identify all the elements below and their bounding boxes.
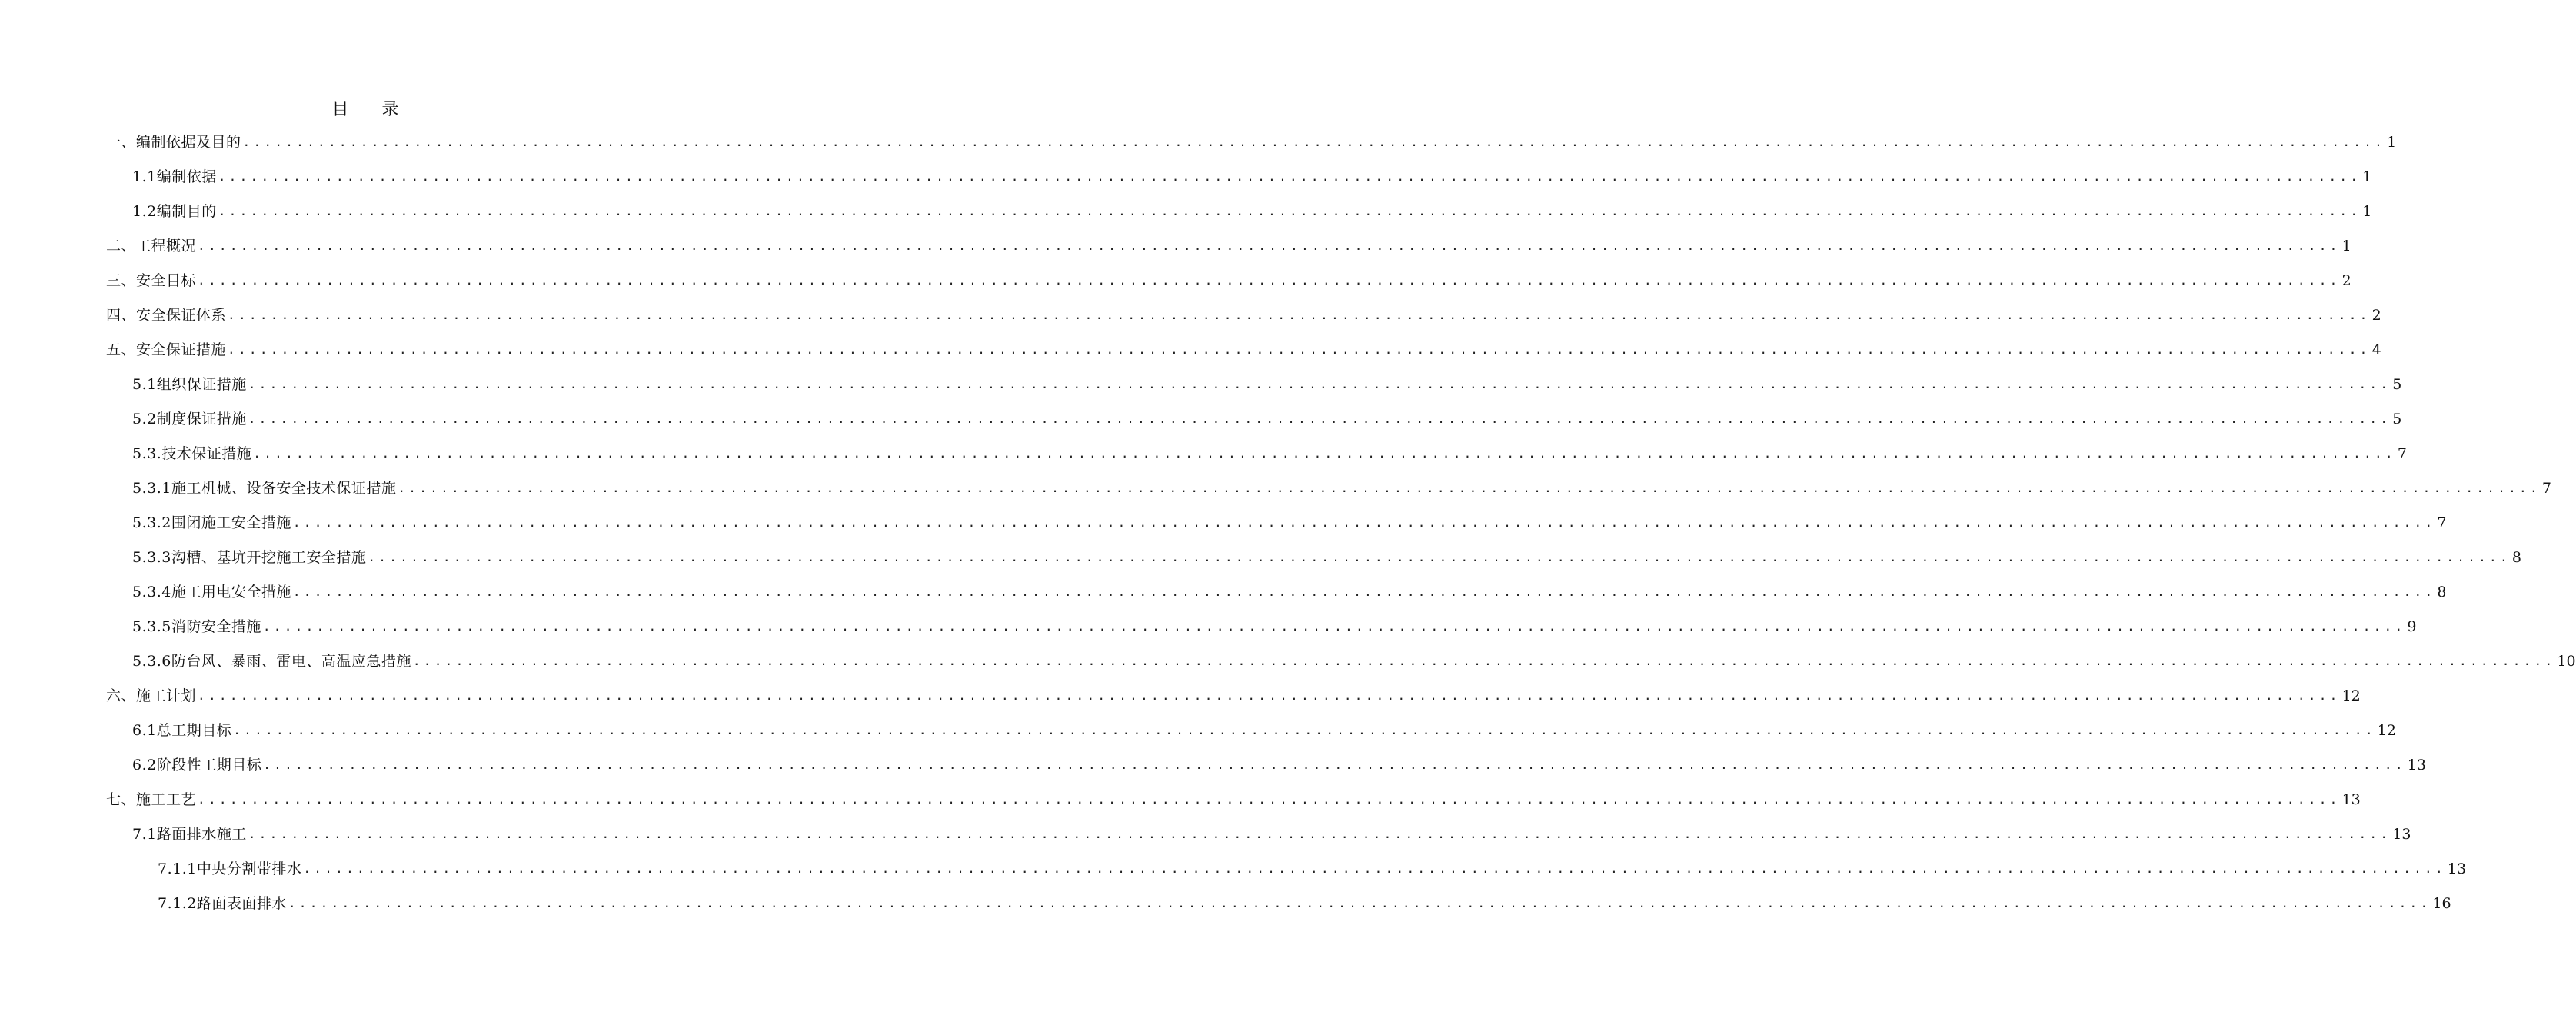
toc-entry[interactable] xyxy=(106,228,2351,263)
toc-entry-page-number: 1 xyxy=(2341,237,2351,255)
toc-entry[interactable] xyxy=(132,401,2402,436)
toc-entry[interactable] xyxy=(132,747,2426,782)
toc-entry-page-number: 13 xyxy=(2341,790,2361,808)
toc-entry-label: 5.3.技术保证措施 xyxy=(132,444,252,462)
toc-entry-label: 四、安全保证体系 xyxy=(106,306,227,324)
toc-dot-leader: ........................................................................................................................................................................................................ xyxy=(368,549,2511,564)
toc-entry-label: 5.3.5消防安全措施 xyxy=(132,617,261,635)
toc-entry-label: 二、工程概况 xyxy=(106,237,197,255)
toc-entry-label: 7.1路面排水施工 xyxy=(132,825,247,843)
toc-entry[interactable] xyxy=(132,194,2372,228)
toc-entry-page-number: 9 xyxy=(2407,617,2417,635)
toc-dot-leader: ........................................................................................................................................................................................................ xyxy=(253,445,2396,461)
toc-dot-leader: ........................................................................................................................................................................................................ xyxy=(228,307,2371,322)
toc-entry[interactable] xyxy=(132,713,2396,747)
toc-entry-label: 1.1编制依据 xyxy=(132,168,217,185)
toc-dot-leader: ........................................................................................................................................................................................................ xyxy=(262,618,2406,634)
toc-dot-leader: ........................................................................................................................................................................................................ xyxy=(412,653,2556,668)
toc-dot-leader: ........................................................................................................................................................................................................ xyxy=(263,757,2406,772)
toc-entry-page-number: 12 xyxy=(2377,721,2396,739)
toc-dot-leader: ........................................................................................................................................................................................................ xyxy=(218,168,2361,184)
toc-entry-page-number: 13 xyxy=(2392,825,2411,843)
toc-entry[interactable] xyxy=(106,678,2361,713)
toc-dot-leader: ........................................................................................................................................................................................................ xyxy=(198,238,2341,253)
toc-entry-label: 5.3.3沟槽、基坑开挖施工安全措施 xyxy=(132,548,367,566)
toc-dot-leader: ........................................................................................................................................................................................................ xyxy=(248,411,2391,426)
toc-entry-page-number: 1 xyxy=(2362,202,2372,220)
toc-entry[interactable] xyxy=(106,125,2397,159)
toc-entry-label: 5.1组织保证措施 xyxy=(132,375,247,393)
toc-entry-label: 一、编制依据及目的 xyxy=(106,133,241,151)
toc-dot-leader: ........................................................................................................................................................................................................ xyxy=(198,687,2341,703)
toc-entry-page-number: 16 xyxy=(2432,894,2451,912)
toc-entry[interactable] xyxy=(132,436,2407,471)
toc-dot-leader: ........................................................................................................................................................................................................ xyxy=(198,272,2341,288)
toc-dot-leader: ........................................................................................................................................................................................................ xyxy=(303,860,2446,876)
toc-entry-label: 6.2阶段性工期目标 xyxy=(132,756,262,774)
toc-entry[interactable] xyxy=(132,817,2411,851)
toc-entry[interactable] xyxy=(132,471,2552,505)
toc-entry-page-number: 13 xyxy=(2447,860,2467,877)
toc-entry-label: 五、安全保证措施 xyxy=(106,341,227,358)
toc-dot-leader: ........................................................................................................................................................................................................ xyxy=(198,791,2341,807)
toc-dot-leader: ........................................................................................................................................................................................................ xyxy=(228,341,2371,357)
toc-entry[interactable] xyxy=(158,886,2451,920)
toc-entry-page-number: 7 xyxy=(2397,444,2407,462)
toc-entry[interactable] xyxy=(132,505,2447,540)
toc-entry-page-number: 1 xyxy=(2387,133,2397,151)
toc-entry-page-number: 7 xyxy=(2437,514,2447,531)
toc-entry-page-number: 5 xyxy=(2392,410,2402,428)
toc-entry-page-number: 4 xyxy=(2371,341,2381,358)
toc-dot-leader: ........................................................................................................................................................................................................ xyxy=(398,480,2541,495)
toc-dot-leader: ........................................................................................................................................................................................................ xyxy=(242,134,2386,149)
toc-entry-page-number: 7 xyxy=(2541,479,2552,497)
toc-entry-page-number: 2 xyxy=(2371,306,2381,324)
toc-entry-page-number: 13 xyxy=(2407,756,2426,774)
toc-entry[interactable] xyxy=(106,782,2361,817)
toc-entry-page-number: 8 xyxy=(2437,583,2447,601)
toc-entry-page-number: 12 xyxy=(2341,687,2361,704)
toc-dot-leader: ........................................................................................................................................................................................................ xyxy=(292,514,2436,530)
toc-entry-label: 7.1.1中央分割带排水 xyxy=(158,860,302,877)
toc-entry-label: 5.2制度保证措施 xyxy=(132,410,247,428)
toc-dot-leader: ........................................................................................................................................................................................................ xyxy=(218,203,2361,218)
toc-entry-label: 七、施工工艺 xyxy=(106,790,197,808)
toc-entry-label: 1.2编制目的 xyxy=(132,202,217,220)
toc-entry-label: 5.3.4施工用电安全措施 xyxy=(132,583,291,601)
toc-entry-page-number: 10 xyxy=(2557,652,2576,670)
toc-entry-label: 5.3.2围闭施工安全措施 xyxy=(132,514,291,531)
toc-entry[interactable] xyxy=(106,263,2351,298)
toc-entry-page-number: 5 xyxy=(2392,375,2402,393)
toc-dot-leader: ........................................................................................................................................................................................................ xyxy=(288,895,2431,910)
toc-entry[interactable] xyxy=(132,159,2372,194)
toc-entry-label: 6.1总工期目标 xyxy=(132,721,232,739)
toc-entry-label: 六、施工计划 xyxy=(106,687,197,704)
toc-entry-label: 5.3.1施工机械、设备安全技术保证措施 xyxy=(132,479,397,497)
toc-entry-page-number: 2 xyxy=(2341,271,2351,289)
toc-dot-leader: ........................................................................................................................................................................................................ xyxy=(292,584,2436,599)
toc-entry[interactable] xyxy=(106,332,2381,367)
toc-entry-page-number: 1 xyxy=(2362,168,2372,185)
toc-entry[interactable] xyxy=(158,851,2467,886)
toc-dot-leader: ........................................................................................................................................................................................................ xyxy=(233,722,2376,737)
toc-dot-leader: ........................................................................................................................................................................................................ xyxy=(248,826,2391,841)
toc-entry[interactable] xyxy=(132,609,2417,644)
toc-entry[interactable] xyxy=(132,644,2576,678)
page-title: 目 录 xyxy=(331,100,413,119)
toc-entry-page-number: 8 xyxy=(2511,548,2522,566)
toc-entry[interactable] xyxy=(132,367,2402,401)
toc-entry[interactable] xyxy=(132,574,2447,609)
toc-dot-leader: ........................................................................................................................................................................................................ xyxy=(248,376,2391,391)
toc-entry[interactable] xyxy=(132,540,2522,574)
toc-entry-label: 7.1.2路面表面排水 xyxy=(158,894,287,912)
toc-entry-label: 三、安全目标 xyxy=(106,271,197,289)
toc-entry-label: 5.3.6防台风、暴雨、雷电、高温应急措施 xyxy=(132,652,411,670)
toc-entry[interactable] xyxy=(106,298,2381,332)
